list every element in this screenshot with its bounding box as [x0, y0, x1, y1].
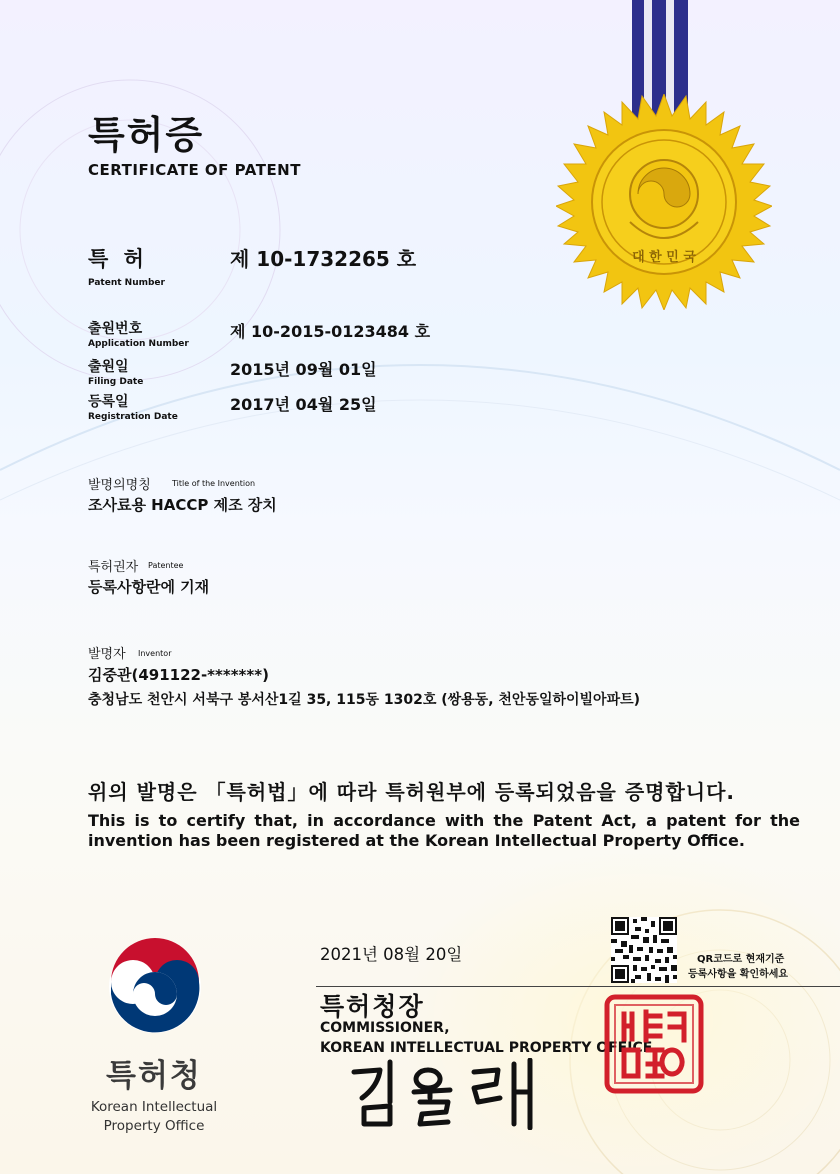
certificate-title-english: CERTIFICATE OF PATENT	[88, 161, 301, 179]
certification-text-english: This is to certify that, in accordance with the Patent Act, a patent for the invention has been registered at the Korean Intellectual Property Office.	[88, 811, 800, 850]
application-number-value: 제 10-2015-0123484 호	[230, 322, 431, 341]
office-name-english-line1: Korean Intellectual	[90, 1099, 218, 1115]
certificate-title-korean: 특허증	[88, 113, 205, 157]
inventor-label-en: Inventor	[138, 649, 172, 658]
registration-date-label-en: Registration Date	[88, 412, 178, 422]
invention-title-label: 발명의명칭	[88, 478, 151, 493]
inventor-name: 김중관(491122-*******)	[88, 666, 269, 684]
certification-text-korean: 위의 발명은 「특허법」에 따라 특허원부에 등록되었음을 증명합니다.	[88, 780, 736, 804]
qr-note-line1: QR코드로 현재기준	[697, 954, 785, 965]
medal-text: 대 한 민 국	[632, 250, 696, 265]
official-seal-stamp	[604, 994, 704, 1094]
patent-number-label-en: Patent Number	[88, 278, 165, 288]
gold-seal-medal	[556, 94, 772, 310]
patent-number-label: 특 허	[88, 247, 148, 271]
filing-date-label: 출원일	[88, 359, 129, 375]
patentee-label-en: Patentee	[148, 561, 184, 570]
registration-date-label: 등록일	[88, 394, 129, 410]
patentee-value: 등록사항란에 기재	[88, 578, 210, 596]
application-number-label: 출원번호	[88, 321, 143, 337]
commissioner-title-line2: KOREAN INTELLECTUAL PROPERTY OFFICE	[320, 1040, 653, 1056]
commissioner-signature	[350, 1058, 560, 1130]
kipo-taegeuk-logo-icon	[103, 938, 207, 1036]
patentee-label: 특허권자	[88, 560, 139, 575]
registration-date-value: 2017년 04월 25일	[230, 395, 377, 414]
commissioner-title-korean: 특허청장	[320, 992, 425, 1021]
issue-date: 2021년 08월 20일	[320, 945, 463, 964]
invention-title-label-en: Title of the Invention	[172, 479, 256, 488]
qr-code[interactable]	[611, 917, 677, 983]
application-number-label-en: Application Number	[88, 339, 189, 349]
filing-date-label-en: Filing Date	[88, 377, 144, 387]
commissioner-title-line1: COMMISSIONER,	[320, 1020, 450, 1036]
office-name-english-line2: Property Office	[103, 1118, 205, 1134]
patent-number-value: 제 10-1732265 호	[230, 247, 417, 271]
office-name-korean: 특허청	[106, 1058, 202, 1094]
invention-title-value: 조사료용 HACCP 제조 장치	[88, 496, 277, 514]
filing-date-value: 2015년 09월 01일	[230, 360, 377, 379]
qr-note-line2: 등록사항을 확인하세요	[688, 969, 789, 980]
inventor-label: 발명자	[88, 647, 126, 662]
inventor-address: 충청남도 천안시 서북구 봉서산1길 35, 115동 1302호 (쌍용동, 천안동일하이빌아파트)	[88, 692, 641, 708]
